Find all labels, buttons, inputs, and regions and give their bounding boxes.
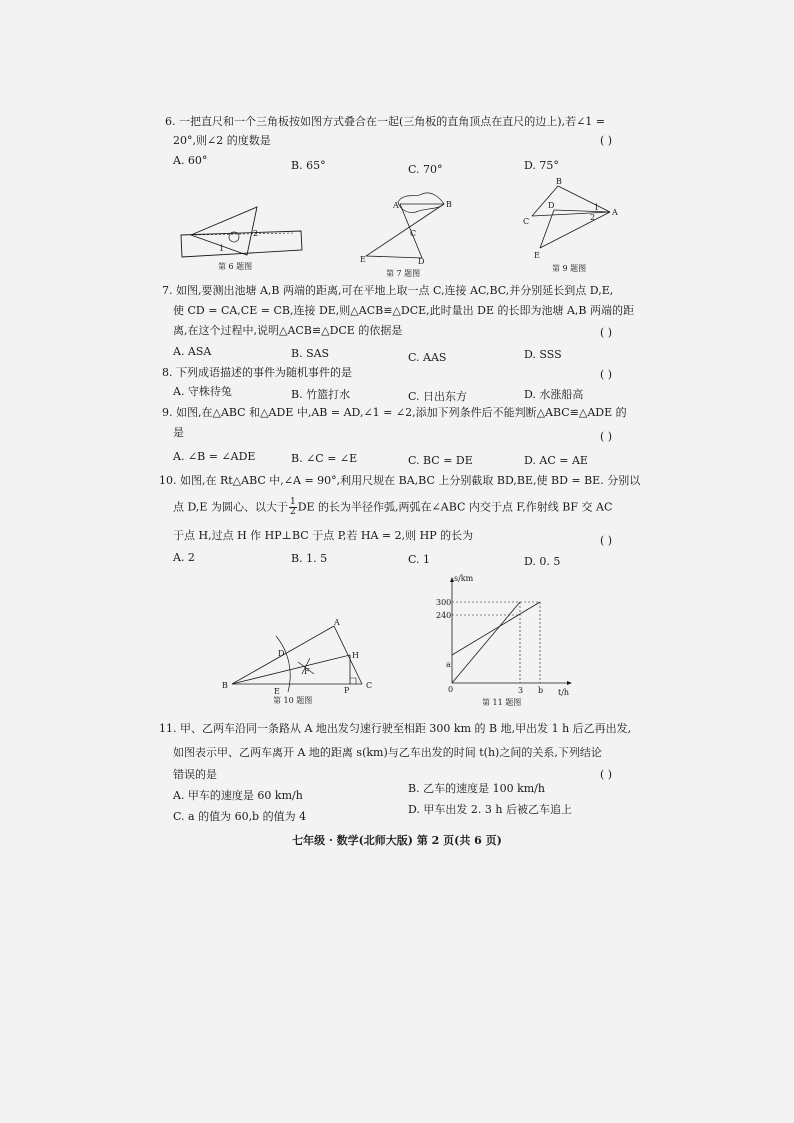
fig6-label-2: 2 (253, 229, 259, 238)
fig11-tick-b: b (538, 686, 544, 695)
figure-9-caption: 第 9 题图 (552, 264, 587, 273)
q11-option-c: C. a 的值为 60,b 的值为 4 (173, 810, 307, 823)
fig11-tick-3: 3 (518, 686, 524, 695)
fig9-label-e: E (534, 251, 540, 260)
fig11-tick-a: a (446, 660, 451, 669)
q9-answer-paren: ( ) (600, 430, 613, 443)
q9-line2: 是 (173, 426, 184, 439)
page-footer: 七年级 · 数学(北师大版) 第 2 页(共 6 页) (292, 834, 502, 847)
fig9-label-2: 2 (590, 213, 596, 222)
figure-11-caption: 第 11 题图 (482, 698, 522, 707)
q6-option-c: C. 70° (408, 163, 443, 176)
q11-line1: 11. 甲、乙两车沿同一条路从 A 地出发匀速行驶至相距 300 km 的 B 地,甲出发 1 h 后乙再出发, (159, 722, 632, 735)
q11-answer-paren: ( ) (600, 768, 613, 781)
fraction-denominator: 2 (289, 507, 296, 517)
q10-line2-start: 点 D,E 为圆心、以大于 (173, 500, 288, 514)
fig9-label-a: A (612, 208, 618, 217)
fig9-label-b: B (556, 177, 562, 186)
q6-line1: 6. 一把直尺和一个三角板按如图方式叠合在一起(三角板的直角顶点在直尺的边上),若∠1 = (165, 115, 605, 128)
q10-line2 (173, 498, 612, 517)
figure-10-caption: 第 10 题图 (273, 696, 313, 705)
q10-line3: 于点 H,过点 H 作 HP⊥BC 于点 P,若 HA = 2,则 HP 的长为 (173, 529, 474, 542)
q7-option-b: B. SAS (291, 347, 330, 360)
q11-option-a: A. 甲车的速度是 60 km/h (173, 789, 303, 802)
q10-line1: 10. 如图,在 Rt△ABC 中,∠A = 90°,利用尺规在 BA,BC 上分别截取 BD,BE,使 BD = BE. 分别以 (159, 474, 641, 487)
figure-7-caption: 第 7 题图 (386, 269, 421, 278)
fig10-label-c: C (366, 681, 373, 690)
q8-option-d: D. 水涨船高 (524, 388, 584, 401)
q8-line1: 8. 下列成语描述的事件为随机事件的是 (162, 366, 352, 379)
figure-7 (360, 192, 460, 267)
q7-line2: 使 CD = CA,CE = CB,连接 DE,则△ACB≌△DCE,此时量出 DE 的长即为池塘 A,B 两端的距 (173, 304, 634, 317)
fig7-label-a: A (393, 201, 399, 210)
q9-line1: 9. 如图,在△ABC 和△ADE 中,AB = AD,∠1 = ∠2,添加下列条件后不能判断△ABC≌△ADE 的 (162, 406, 627, 419)
q6-option-b: B. 65° (291, 159, 326, 172)
q9-option-c: C. BC = DE (408, 454, 473, 467)
q7-option-d: D. SSS (524, 348, 562, 361)
q6-option-d: D. 75° (524, 159, 559, 172)
q8-option-c: C. 日出东方 (408, 390, 468, 403)
figure-6 (175, 205, 305, 260)
q7-answer-paren: ( ) (600, 326, 613, 339)
fig9-label-d: D (548, 201, 555, 210)
fig10-label-b: B (222, 681, 228, 690)
figure-9 (520, 178, 630, 260)
q7-line1: 7. 如图,要测出池塘 A,B 两端的距离,可在平地上取一点 C,连接 AC,BC,并分别延长到点 D,E, (162, 284, 614, 297)
fig7-label-b: B (446, 200, 452, 209)
q10-option-d: D. 0. 5 (524, 555, 561, 568)
figure-6-caption: 第 6 题图 (218, 262, 253, 271)
fig10-label-h: H (352, 651, 359, 660)
fig6-label-1: 1 (219, 244, 225, 253)
fig7-label-c: C (410, 229, 417, 238)
figure-10 (222, 618, 382, 698)
q9-option-a: A. ∠B = ∠ADE (173, 450, 256, 463)
fig9-label-c: C (523, 217, 530, 226)
q7-line3: 离,在这个过程中,说明△ACB≌△DCE 的依据是 (173, 324, 403, 337)
q6-answer-paren: ( ) (600, 134, 613, 147)
fraction-numerator: 1 (289, 497, 296, 507)
q6-option-a: A. 60° (173, 154, 208, 167)
q10-option-c: C. 1 (408, 553, 431, 566)
q10-option-b: B. 1. 5 (291, 552, 328, 565)
fig10-label-p: P (344, 686, 350, 695)
fig7-label-d: D (418, 257, 425, 266)
fraction-one-half (289, 498, 297, 517)
q8-answer-paren: ( ) (600, 368, 613, 381)
q6-line2: 20°,则∠2 的度数是 (173, 134, 271, 147)
fig11-tick-240: 240 (436, 611, 452, 620)
fig10-label-e: E (274, 687, 280, 696)
q9-option-d: D. AC = AE (524, 454, 588, 467)
figure-11 (430, 573, 580, 698)
q10-line2-end: DE 的长为半径作弧,两弧在∠ABC 内交于点 F,作射线 BF 交 AC (297, 500, 613, 514)
fig11-ylabel: s/km (454, 574, 474, 583)
q10-option-a: A. 2 (173, 551, 195, 564)
q11-option-b: B. 乙车的速度是 100 km/h (408, 782, 545, 795)
fig11-origin: 0 (448, 685, 454, 694)
fig10-label-f: F (304, 667, 310, 676)
q8-option-b: B. 竹篮打水 (291, 388, 351, 401)
fig9-label-1: 1 (594, 203, 600, 212)
q11-line2: 如图表示甲、乙两车离开 A 地的距离 s(km)与乙车出发的时间 t(h)之间的关系,下列结论 (173, 746, 602, 759)
q8-option-a: A. 守株待兔 (173, 385, 232, 398)
fig11-tick-300: 300 (436, 598, 452, 607)
fig11-xlabel: t/h (558, 688, 570, 697)
q7-option-a: A. ASA (173, 345, 212, 358)
fig10-label-a: A (334, 618, 340, 627)
fig10-label-d: D (278, 649, 285, 658)
q11-line3: 错误的是 (173, 768, 217, 781)
q11-option-d: D. 甲车出发 2. 3 h 后被乙车追上 (408, 803, 572, 816)
q10-answer-paren: ( ) (600, 534, 613, 547)
q9-option-b: B. ∠C = ∠E (291, 452, 358, 465)
fig7-label-e: E (360, 255, 366, 264)
q7-option-c: C. AAS (408, 351, 447, 364)
